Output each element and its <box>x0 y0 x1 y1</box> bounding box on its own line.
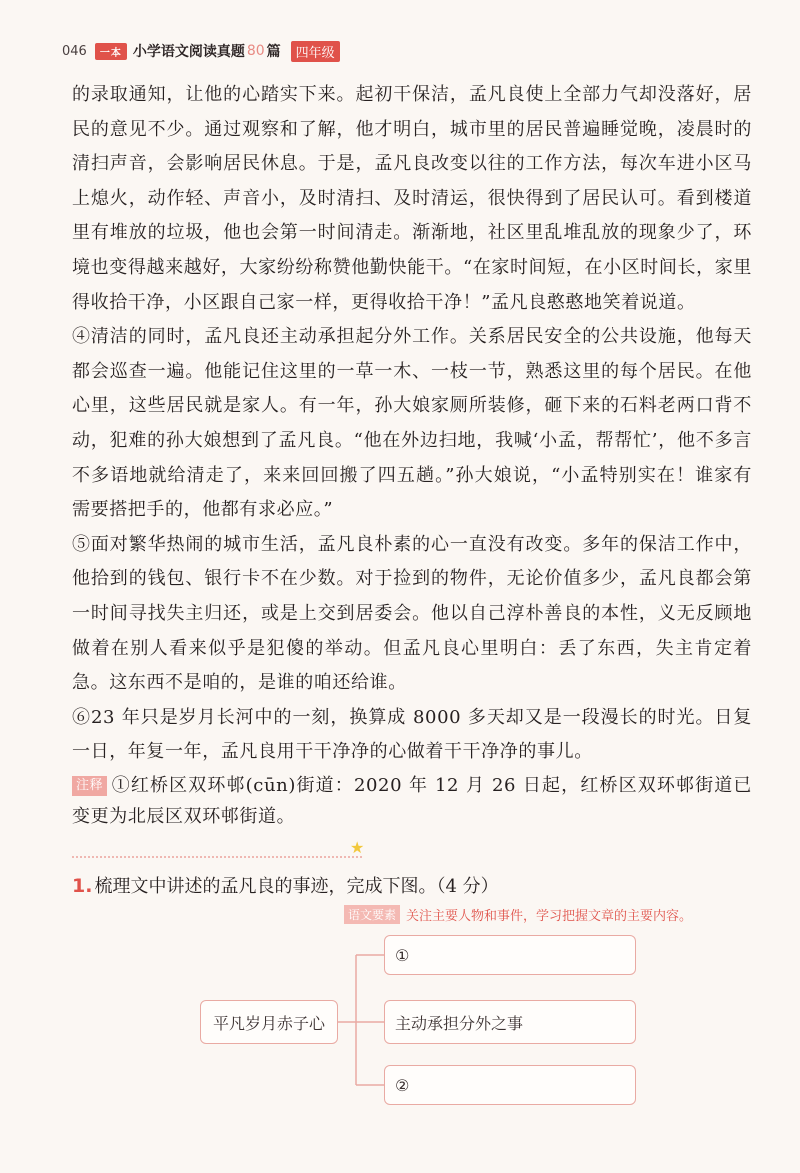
question-number: 1. <box>72 875 93 897</box>
question-1 <box>72 872 752 898</box>
hint-text: 关注主要人物和事件，学习把握文章的主要内容。 <box>406 909 693 924</box>
paragraph-4: ④清洁的同时，孟凡良还主动承担起分外工作。关系居民安全的公共设施，他每天都会巡查一遍。他能记住这里的一草一木、一枝一节，熟悉这里的每个居民。在他心里，这些居民就是家人。有一年，孙大娘家厕所装修，砸下来的石料老两口背不动，犯难的孙大娘想到了孟凡良。“他在外边扫地，我喊‘小孟，帮帮忙’，他不多言不多语地就给清走了，来来回回搬了四五趟。”孙大娘说，“小孟特别实在！谁家有需要搭把手的，他都有求必应。” <box>72 326 752 521</box>
mind-map-branch-2: 主动承担分外之事 <box>384 1000 636 1044</box>
grade-badge: 四年级 <box>291 41 340 62</box>
article-body <box>72 78 752 832</box>
hint-line <box>344 905 692 924</box>
page-number: 046 <box>62 43 87 59</box>
question-text: 梳理文中讲述的孟凡良的事迹，完成下图。（4 分） <box>94 876 499 897</box>
book-count: 80 <box>246 43 265 59</box>
book-title: 小学语文阅读真题 <box>132 44 245 60</box>
book-unit: 篇 <box>266 44 281 60</box>
page-header <box>62 38 762 64</box>
section-divider <box>72 846 362 858</box>
note-text: ①红桥区双环邨(cūn)街道：2020 年 12 月 26 日起，红桥区双环邨街道已变更为北辰区双环邨街道。 <box>72 774 752 827</box>
hint-tag: 语文要素 <box>344 905 400 924</box>
paragraph-5: ⑤面对繁华热闹的城市生活，孟凡良朴素的心一直没有改变。多年的保洁工作中，他拾到的钱包、银行卡不在少数。对于捡到的物件，无论价值多少，孟凡良都会第一时间寻找失主归还，或是上交到居委会。他以自己淳朴善良的本性，义无反顾地做着在别人看来似乎是犯傻的举动。但孟凡良心里明白：丢了东西，失主肯定着急。这东西不是咱的，是谁的咱还给谁。 <box>72 533 752 694</box>
brand-logo: 一本 <box>95 43 127 60</box>
star-icon: ★ <box>350 838 365 857</box>
mind-map-root: 平凡岁月赤子心 <box>200 1000 338 1044</box>
answer-box-1[interactable]: ① <box>384 935 636 975</box>
answer-box-2[interactable]: ② <box>384 1065 636 1105</box>
paragraph-continued: 的录取通知，让他的心踏实下来。起初干保洁，孟凡良使上全部力气却没落好，居民的意见不少。通过观察和了解，他才明白，城市里的居民普遍睡觉晚，凌晨时的清扫声音，会影响居民休息。于是，孟凡良改变以往的工作方法，每次车进小区马上熄火，动作轻、声音小，及时清扫、及时清运，很快得到了居民认可。看到楼道里有堆放的垃圾，他也会第一时间清走。渐渐地，社区里乱堆乱放的现象少了，环境也变得越来越好，大家纷纷称赞他勤快能干。“在家时间短，在小区时间长，家里得收拾干净，小区跟自己家一样，更得收拾干净！”孟凡良憨憨地笑着说道。 <box>72 84 752 313</box>
paragraph-6: ⑥23 年只是岁月长河中的一刻，换算成 8000 多天却又是一段漫长的时光。日复一日，年复一年，孟凡良用干干净净的心做着干干净净的事儿。 <box>72 706 752 763</box>
note-tag: 注释 <box>72 776 107 796</box>
footnote <box>72 770 752 832</box>
